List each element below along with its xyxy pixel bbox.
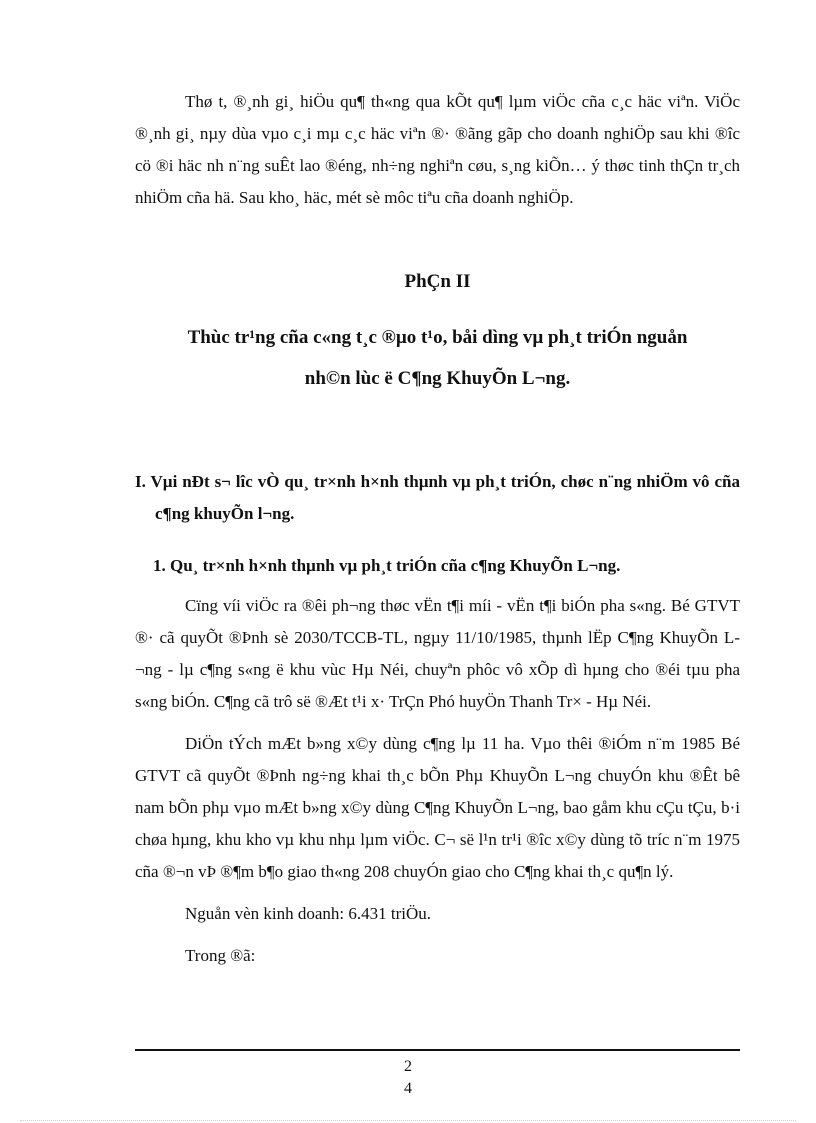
part-title-block (135, 268, 740, 296)
footer-rule (135, 1049, 740, 1051)
part-subtitle-line-2: nh©n lùc ë C¶ng KhuyÕn L¬ng. (304, 368, 571, 389)
page-number-bottom: 4 (404, 1080, 412, 1097)
section-1-block (135, 466, 740, 530)
paragraph-2: DiÖn tÝch mÆt b»ng x©y dùng c¶ng lµ 11 ha. Vµo thêi ®iÓm n¨m 1985 Bé GTVT cã quyÕt ®Þnh ng÷ng khai th¸c bÕn Phµ KhuyÕn L¬ng chuyÓn khu ®Êt bê nam bÕn phµ vµo mÆt b»ng x©y dùng C¶ng KhuyÕn L¬ng, bao gåm khu cÇu tÇu, b·i chøa hµng, khu kho vµ khu nhµ lµm viÖc. C¬ së l¹n tr¹i ®îc x©y dùng tõ tríc n¨m 1975 cña ®¬n vÞ ®¶m b¶o giao th«ng 208 chuyÓn giao cho C¶ng khai th¸c qu¶n lý. (135, 734, 740, 881)
subsection-1-block (135, 550, 740, 582)
section-1-heading-text: I. Vµi nÐt s¬ lîc vÒ qu¸ tr×nh h×nh thµnh vµ ph¸t triÓn, chøc n¨ng nhiÖm vô cña c¶ng khuyÕn l¬ng. (135, 472, 740, 523)
intro-block (135, 86, 740, 214)
paragraph-3: Nguån vèn kinh doanh: 6.431 triÖu. (185, 904, 431, 923)
part-subtitle-line-1: Thùc tr¹ng cña c«ng t¸c ®µo t¹o, båi dìng vµ ph¸t triÓn nguån (187, 327, 688, 348)
page-number-top: 2 (404, 1058, 412, 1075)
part-title: PhÇn II (404, 271, 471, 292)
intro-paragraph: Thø t, ®¸nh gi¸ hiÖu qu¶ th«ng qua kÕt qu¶ lµm viÖc cña c¸c häc viªn. ViÖc ®¸nh gi¸ nµy dùa vµo c¸i mµ c¸c häc viªn ®· ®ãng gãp cho doanh nghiÖp sau khi ®îc cö ®i häc nh n¨ng suÊt lao ®éng, nh÷ng nghiªn cøu, s¸ng kiÕn… ý thøc tinh thÇn tr¸ch nhiÖm cña hä. Sau kho¸ häc, mét sè môc tiªu cña doanh nghiÖp. (135, 92, 740, 207)
section-1-heading (135, 466, 740, 530)
subsection-1-heading: 1. Qu¸ tr×nh h×nh thµnh vµ ph¸t triÓn cña c¶ng KhuyÕn L¬ng. (153, 556, 621, 575)
part-subtitle-block (135, 322, 740, 394)
paragraph-1: Cïng víi viÖc ra ®êi ph¬ng thøc vËn t¶i míi - vËn t¶i biÓn pha s«ng. Bé GTVT ®· cã quyÕt ®Þnh sè 2030/TCCB-TL, ngµy 11/10/1985, thµnh lËp C¶ng KhuyÕn L¬ng - lµ c¶ng s«ng ë khu vùc Hµ Néi, chuyªn phôc vô xÕp dì hµng cho ®éi tµu pha s«ng biÓn. C¶ng cã trô së ®Æt t¹i x· TrÇn Phó huyÖn Thanh Tr× - Hµ Néi. (135, 596, 740, 711)
page-bottom-divider (20, 1120, 796, 1121)
body-block (135, 590, 740, 972)
paragraph-4: Trong ®ã: (185, 946, 256, 965)
